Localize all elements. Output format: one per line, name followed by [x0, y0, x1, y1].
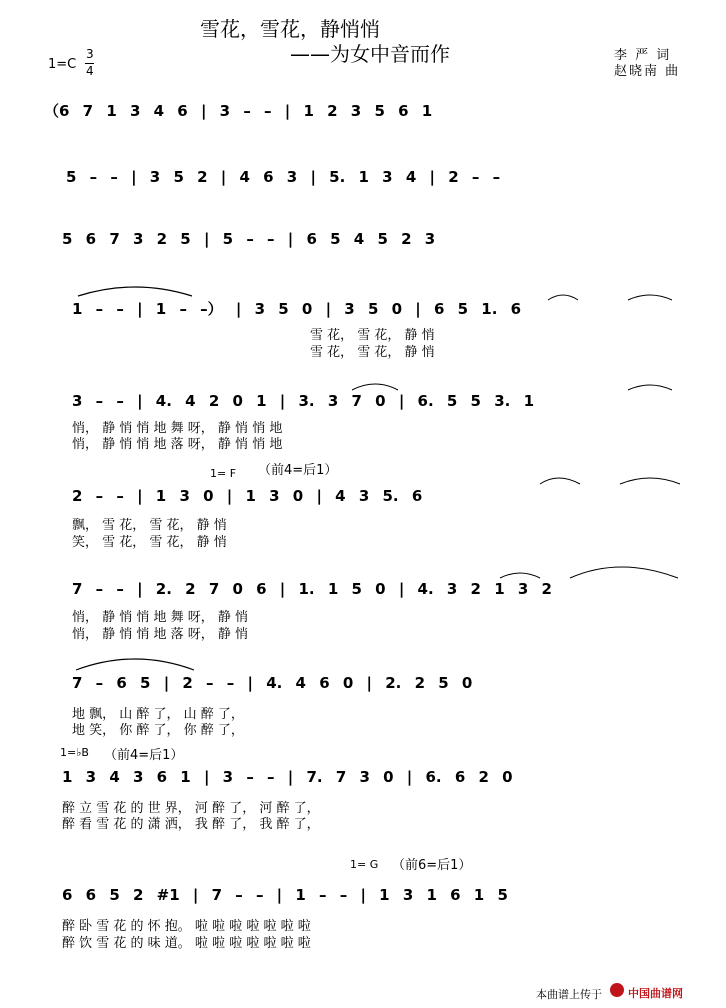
- lyrics-row-9-verse-2: 醉 看 雪 花 的 潇 洒， 我 醉 了， 我 醉 了，: [62, 817, 320, 832]
- lyrics-row-5-verse-1: 悄， 静 悄 悄 地 舞 呀， 静 悄 悄 地: [72, 421, 283, 436]
- modulation-note-3: （前6=后1）: [392, 858, 472, 873]
- lyrics-row-6-verse-1: 飘， 雪 花， 雪 花， 静 悄: [72, 518, 227, 533]
- lyrics-row-7-verse-1: 悄， 静 悄 悄 地 舞 呀， 静 悄: [72, 610, 249, 625]
- lyricist-credit: 李 严 词: [614, 48, 672, 63]
- lyrics-row-6-verse-2: 笑， 雪 花， 雪 花， 静 悄: [72, 535, 227, 550]
- lyrics-row-7-verse-2: 悄， 静 悄 悄 地 落 呀， 静 悄: [72, 627, 249, 642]
- lyrics-row-5-verse-2: 悄， 静 悄 悄 地 落 呀， 静 悄 悄 地: [72, 437, 283, 452]
- lyrics-row-10-verse-1: 醉 卧 雪 花 的 怀 抱。 啦 啦 啦 啦 啦 啦 啦: [62, 919, 311, 934]
- modulation-key-1: 1= F: [210, 467, 237, 480]
- score-row-9: 1 3 4 3 6 1 | 3 – – | 7. 7 3 0 | 6. 6 2 0: [62, 768, 513, 786]
- score-row-2: 5 – – | 3 5 2 | 4 6 3 | 5. 1 3 4 | 2 – –: [66, 168, 501, 186]
- title-line-1: 雪花，雪花，静悄悄: [200, 17, 380, 41]
- score-row-7: 7 – – | 2. 2 7 0 6 | 1. 1 5 0 | 4. 3 2 1 3 2: [72, 580, 552, 598]
- modulation-note-1: （前4=后1）: [258, 463, 338, 478]
- title-line-2: ——为女中音而作: [290, 42, 450, 66]
- lyrics-row-4-verse-1: 雪 花， 雪 花， 静 悄: [310, 328, 435, 343]
- lyrics-row-8-verse-1: 地 飘， 山 醉 了， 山 醉 了，: [72, 707, 244, 722]
- score-row-3: 5 6 7 3 2 5 | 5 – – | 6 5 4 5 2 3: [62, 230, 436, 248]
- score-row-8: 7 – 6 5 | 2 – – | 4. 4 6 0 | 2. 2 5 0: [72, 674, 473, 692]
- score-row-5: 3 – – | 4. 4 2 0 1 | 3. 3 7 0 | 6. 5 5 3. 1: [72, 392, 535, 410]
- site-logo-text: 中国曲谱网: [628, 987, 683, 1000]
- site-logo-icon: [610, 983, 624, 997]
- modulation-note-2: （前4=后1）: [104, 748, 184, 763]
- modulation-key-2: 1=♭B: [60, 746, 89, 759]
- lyrics-row-9-verse-1: 醉 立 雪 花 的 世 界， 河 醉 了， 河 醉 了，: [62, 801, 320, 816]
- time-signature-denominator: 4: [86, 64, 94, 78]
- composer-credit: 赵晓南 曲: [614, 64, 681, 79]
- lyrics-row-4-verse-2: 雪 花， 雪 花， 静 悄: [310, 345, 435, 360]
- upload-notice: 本曲谱上传于: [536, 988, 602, 1001]
- score-row-1: （6 7 1 3 4 6 | 3 – – | 1 2 3 5 6 1: [44, 102, 433, 120]
- score-row-6: 2 – – | 1 3 0 | 1 3 0 | 4 3 5. 6: [72, 487, 423, 505]
- score-row-10: 6 6 5 2 #1 | 7 – – | 1 – – | 1 3 1 6 1 5: [62, 886, 508, 904]
- modulation-key-3: 1= G: [350, 858, 379, 871]
- key-signature: 1=C: [48, 57, 77, 72]
- lyrics-row-10-verse-2: 醉 饮 雪 花 的 味 道。 啦 啦 啦 啦 啦 啦 啦: [62, 936, 311, 951]
- lyrics-row-8-verse-2: 地 笑， 你 醉 了， 你 醉 了，: [72, 723, 244, 738]
- score-row-4: 1 – – | 1 – –） | 3 5 0 | 3 5 0 | 6 5 1. 6: [72, 300, 522, 318]
- time-signature-numerator: 3: [86, 47, 94, 61]
